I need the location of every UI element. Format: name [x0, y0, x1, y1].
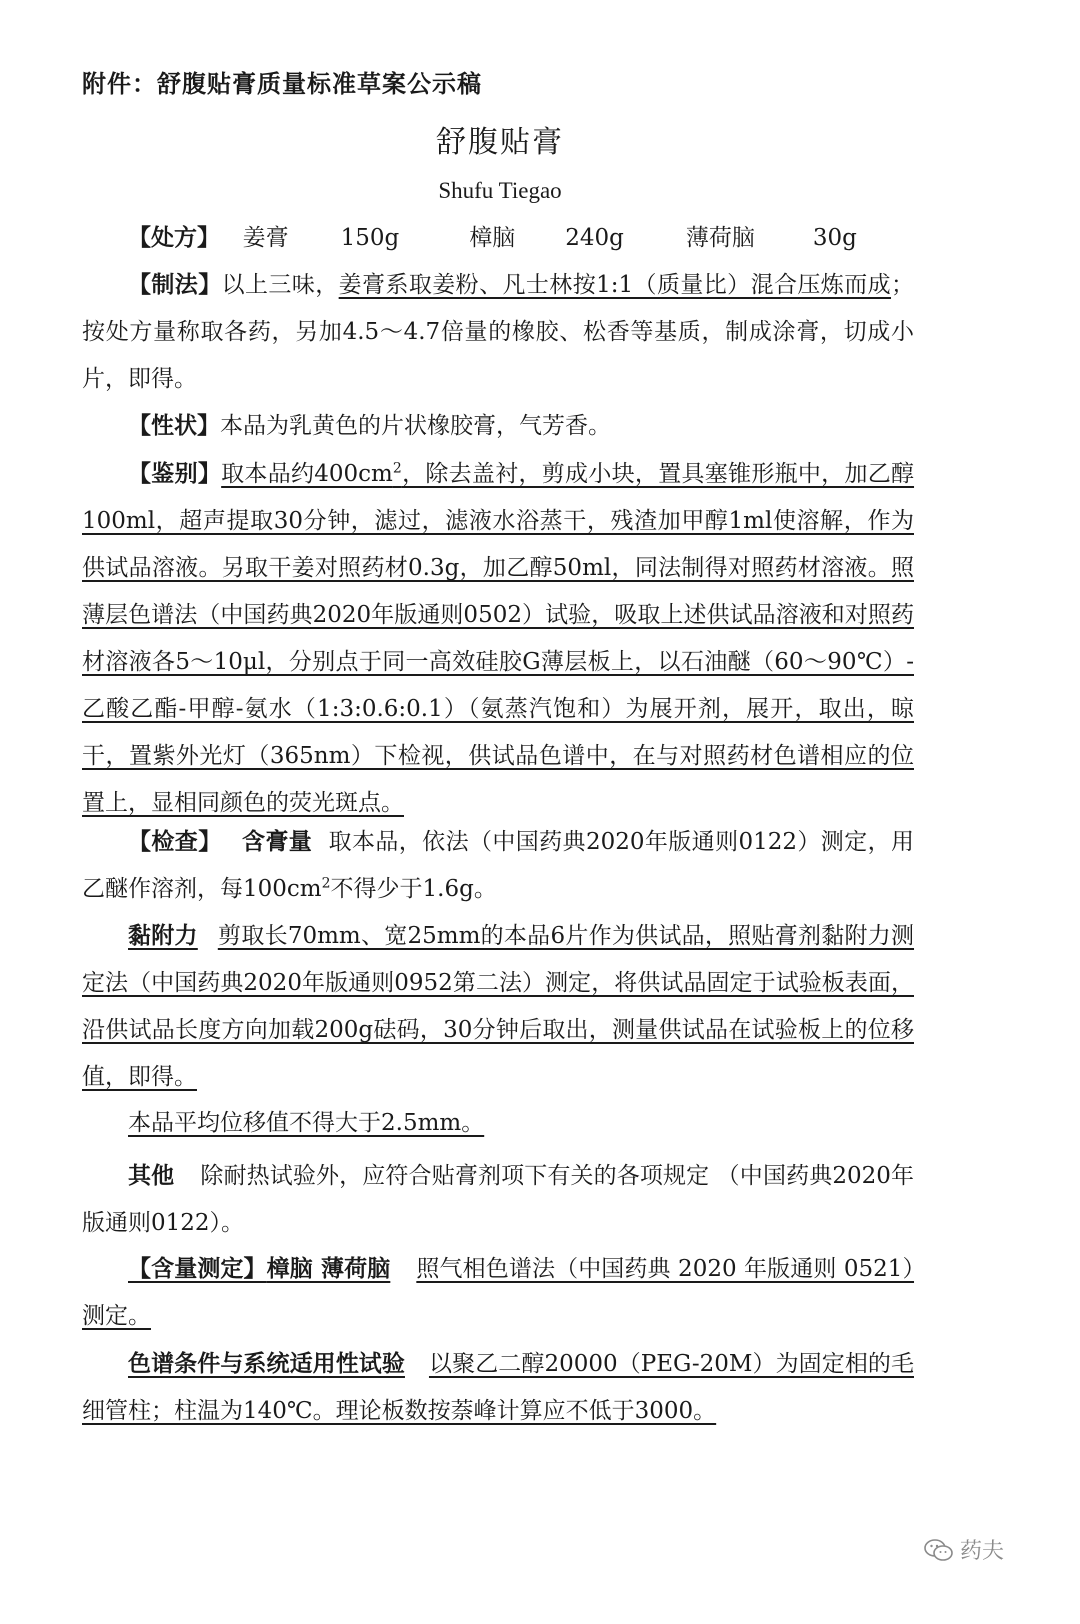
method-text: 以上三味， [221, 272, 339, 298]
method-section [82, 262, 914, 403]
character-text: 本品为乳黄色的片状橡胶膏，气芳香。 [220, 413, 611, 439]
chromatography-section [82, 1341, 914, 1435]
adhesion-limit [82, 1100, 914, 1147]
character-label: 【性状】 [128, 413, 220, 439]
assay-label: 【含量测定】 [128, 1256, 267, 1282]
page-title: 舒腹贴膏 [436, 125, 564, 160]
chromatography-underlined [82, 1351, 914, 1424]
assay-sublabel: 樟脑 薄荷脑 [266, 1256, 391, 1282]
prescription-item-name: 姜膏 [242, 225, 289, 251]
superscript: 2 [392, 460, 402, 477]
chromatography-label: 色谱条件与系统适用性试验 [128, 1351, 405, 1377]
assay-text: 照气相色谱法（中国药典 2020 年版通则 0521）测定。 [82, 1256, 915, 1329]
watermark [924, 1534, 1004, 1565]
assay-underlined [82, 1256, 914, 1329]
method-label: 【制法】 [128, 272, 222, 298]
adhesion-text: 剪取长70mm、宽25mm的本品6片作为供试品，照贴膏剂黏附力测定法（中国药典2020年版通则0952第二法）测定，将供试品固定于试验板表面，沿供试品长度方向加载200g砝码，30分钟后取出，测量供试品在试验板上的位移值，即得。 [82, 923, 915, 1090]
other-label: 其他 [128, 1163, 175, 1189]
other-text: 除耐热试验外，应符合贴膏剂项下有关的各项规定 （中国药典2020年版通则0122）。 [82, 1163, 914, 1236]
adhesion-label: 黏附力 [128, 923, 198, 949]
identification-text-part: 取本品约400cm [221, 461, 393, 487]
chromatography-text: 以聚乙二醇20000（PEG-20M）为固定相的毛细管柱；柱温为140℃。理论板数按萘峰计算应不低于3000。 [82, 1351, 914, 1424]
prescription-item-name: 薄荷脑 [685, 225, 755, 251]
superscript: 2 [321, 875, 331, 892]
identification-section [82, 451, 914, 827]
identification-label: 【鉴别】 [128, 461, 222, 487]
prescription-item-amount: 30g [812, 225, 857, 251]
wechat-icon [924, 1538, 954, 1562]
inspection-text: 不得少于1.6g。 [330, 876, 497, 902]
prescription-section [82, 215, 914, 262]
other-section [82, 1153, 914, 1247]
inspection-sublabel: 含膏量 [241, 829, 313, 855]
inspection-text: 取本品，依法（中国药典2020年版通则0122）测定，用乙醚作溶剂，每100cm [82, 829, 914, 902]
identification-text [82, 461, 914, 816]
character-section [82, 403, 914, 450]
identification-text-part: ，除去盖衬，剪成小块，置具塞锥形瓶中，加乙醇100ml，超声提取30分钟，滤过，滤液水浴蒸干，残渣加甲醇1ml使溶解，作为供试品溶液。另取干姜对照药材0.3g，加乙醇50ml，同法制得对照药材溶液。照薄层色谱法（中国药典2020年版通则0502）试验，吸取上述供试品溶液和对照药材溶液各5～10μl，分别点于同一高效硅胶G薄层板上，以石油醚（60～90℃）-乙酸乙酯-甲醇-氨水（1:3:0.6:0.1）（氨蒸汽饱和）为展开剂，展开，取出，晾干，置紫外光灯（365nm）下检视，供试品色谱中，在与对照药材色谱相应的位置上，显相同颜色的荧光斑点。 [82, 461, 915, 816]
prescription-item-name: 樟脑 [469, 225, 516, 251]
inspection-label: 【检查】 [128, 829, 222, 855]
pinyin-title: Shufu Tiegao [438, 178, 562, 203]
prescription-label: 【处方】 [128, 225, 220, 251]
adhesion-section [82, 913, 914, 1101]
adhesion-limit-text: 本品平均位移值不得大于2.5mm。 [128, 1110, 485, 1136]
prescription-item-amount: 150g [340, 225, 400, 251]
watermark-text: 药夫 [960, 1539, 1005, 1564]
adhesion-underlined [82, 923, 914, 1090]
prescription-item-amount: 240g [565, 225, 624, 251]
method-text: ；按处方量称取各药，另加4.5～4.7倍量的橡胶、松香等基质，制成涂膏，切成小片，即得。 [82, 272, 915, 392]
assay-section [82, 1246, 914, 1340]
method-underlined-text: 姜膏系取姜粉、凡士林按1:1（质量比）混合压炼而成 [338, 272, 892, 298]
inspection-section [82, 819, 914, 913]
attachment-header: 附件：舒腹贴膏质量标准草案公示稿 [82, 70, 482, 98]
